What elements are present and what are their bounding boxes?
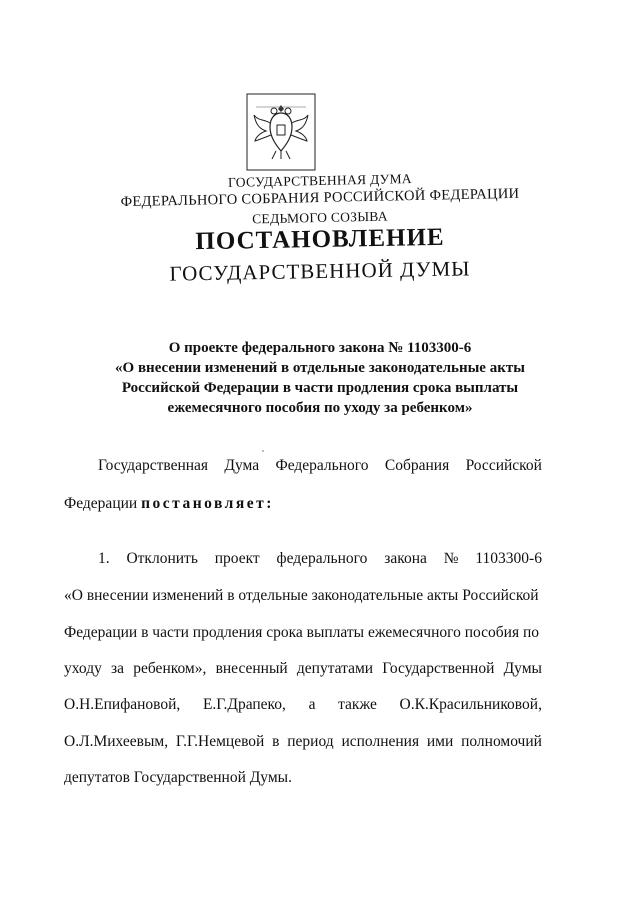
- word: а: [308, 696, 316, 713]
- resolution-verb: постановляет:: [141, 495, 274, 512]
- subject-line-1: О проекте федерального закона № 1103300-6: [168, 340, 472, 356]
- word: также: [338, 696, 377, 713]
- word: Дума: [224, 457, 260, 474]
- word: Отклонить: [126, 550, 198, 567]
- word: О.К.Красильниковой,: [399, 696, 542, 713]
- subject-line-3: Российской Федерации в части продления срока выплаты: [121, 380, 519, 396]
- item1-line-7: депутатов Государственной Думы.: [64, 769, 292, 786]
- document-title: ПОСТАНОВЛЕНИЕ: [195, 223, 445, 256]
- word: период: [287, 733, 334, 750]
- word: №: [443, 550, 459, 567]
- word: Собрания: [384, 457, 450, 474]
- item1-line-2: «О внесении изменений в отдельные законодательные акты Российской: [64, 587, 539, 604]
- word: депутатами: [296, 660, 374, 677]
- word: Думы: [503, 660, 542, 677]
- word: О.Н.Епифановой,: [64, 696, 181, 713]
- word: Российской: [465, 457, 542, 474]
- header-line-assembly: ФЕДЕРАЛЬНОГО СОБРАНИЯ РОССИЙСКОЙ ФЕДЕРАЦИИ: [120, 185, 520, 211]
- word: исполнения: [341, 733, 420, 750]
- word: уходу: [64, 660, 102, 677]
- coat-of-arms-icon: [246, 93, 316, 171]
- word: 1.: [98, 550, 110, 567]
- word: Государственной: [382, 660, 495, 677]
- header-line-duma: ГОСУДАРСТВЕННАЯ ДУМА: [227, 171, 413, 190]
- preamble-line-2: [64, 495, 274, 513]
- word: О.Л.Михеевым,: [64, 733, 169, 750]
- header-line-convocation: СЕДЬМОГО СОЗЫВА: [251, 208, 388, 227]
- word: Е.Г.Драпеко,: [202, 696, 286, 713]
- word: ребенком»,: [133, 660, 207, 677]
- item1-line-5: [64, 696, 542, 714]
- scan-dot: [262, 450, 264, 452]
- subject-line-2: «О внесении изменений в отдельные законодательные акты: [115, 360, 525, 376]
- item1-line-3: Федерации в части продления срока выплаты ежемесячного пособия по: [64, 624, 540, 641]
- document-subtitle: ГОСУДАРСТВЕННОЙ ДУМЫ: [169, 256, 471, 286]
- item1-line-4: [64, 660, 542, 678]
- word: полномочий: [461, 733, 542, 750]
- word: за: [111, 660, 125, 677]
- word: Г.Г.Немцевой: [175, 733, 265, 750]
- preamble-text: Федерации: [64, 495, 142, 512]
- word: федерального: [276, 550, 368, 567]
- item1-line-6: [64, 733, 542, 751]
- preamble-line-1: [98, 457, 542, 475]
- item1-line-1: [98, 550, 542, 568]
- word: закона: [384, 550, 427, 567]
- coat-of-arms-emblem: [246, 93, 316, 171]
- word: ими: [426, 733, 454, 750]
- word: внесенный: [215, 660, 288, 677]
- word: Государственная: [98, 457, 209, 474]
- word: проект: [214, 550, 260, 567]
- subject-line-4: ежемесячного пособия по уходу за ребенком»: [167, 400, 473, 416]
- word: 1103300-6: [475, 550, 542, 567]
- word: в: [272, 733, 280, 750]
- word: Федерального: [275, 457, 369, 474]
